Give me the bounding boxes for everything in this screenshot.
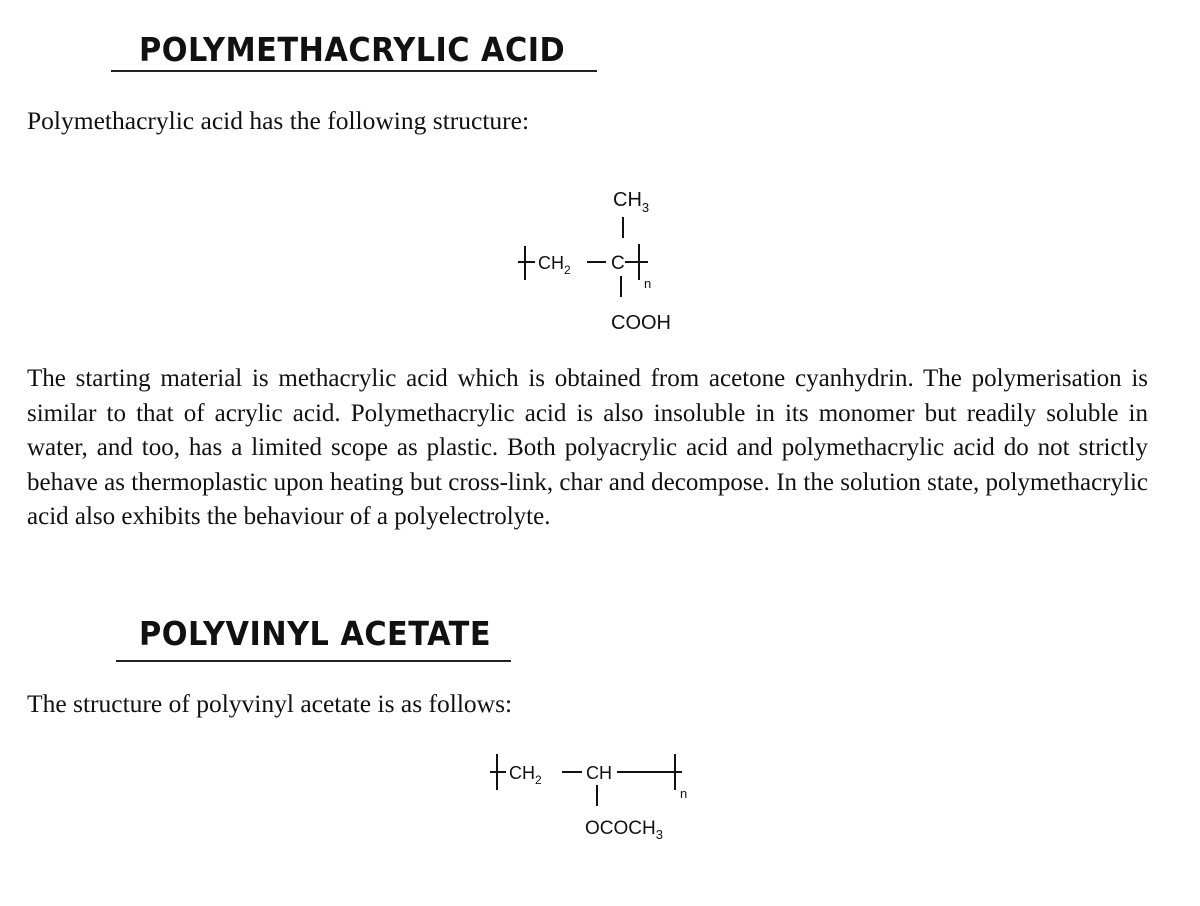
intro-text-polyvinyl-acetate: The structure of polyvinyl acetate is as follows: [27,689,513,718]
center-carbon-label: C [611,253,625,274]
body-paragraph-polymethacrylic: The starting material is methacrylic acid which is obtained from acetone cyanhydrin. The polymerisation is similar to that of acrylic acid. Polymethacrylic acid is also insoluble in its monomer but readily soluble in water, and too, has a limited scope as plastic. Both polyacrylic acid and polymethacrylic acid do not strictly behave as thermoplastic upon heating but cross-link, char and decompose. In the solution state, polymethacrylic acid also exhibits the behaviour of a polyelectrolyte. [27,365,1148,530]
repeat-subscript: n [680,786,688,801]
heading-underline [111,70,597,72]
structure-polymethacrylic-acid [505,180,745,340]
repeat-subscript: n [644,276,652,291]
methylene-group-label: $CH_2$ [509,763,542,787]
heading-underline [116,660,511,662]
methyl-group-label: $CH_3$ [613,189,650,215]
intro-text-polymethacrylic: Polymethacrylic acid has the following structure: [27,106,530,135]
acetate-group-label: $OCOCH_3$ [585,818,663,842]
section-heading-polyvinyl-acetate: POLYVINYL ACETATE [139,614,492,653]
structure-polyvinyl-acetate [484,740,724,850]
carboxyl-group-label: COOH [611,312,671,334]
methylene-group-label: $CH_2$ [538,253,571,277]
section-heading-polymethacrylic-acid: POLYMETHACRYLIC ACID [139,30,566,69]
methine-group-label: CH [586,763,612,783]
